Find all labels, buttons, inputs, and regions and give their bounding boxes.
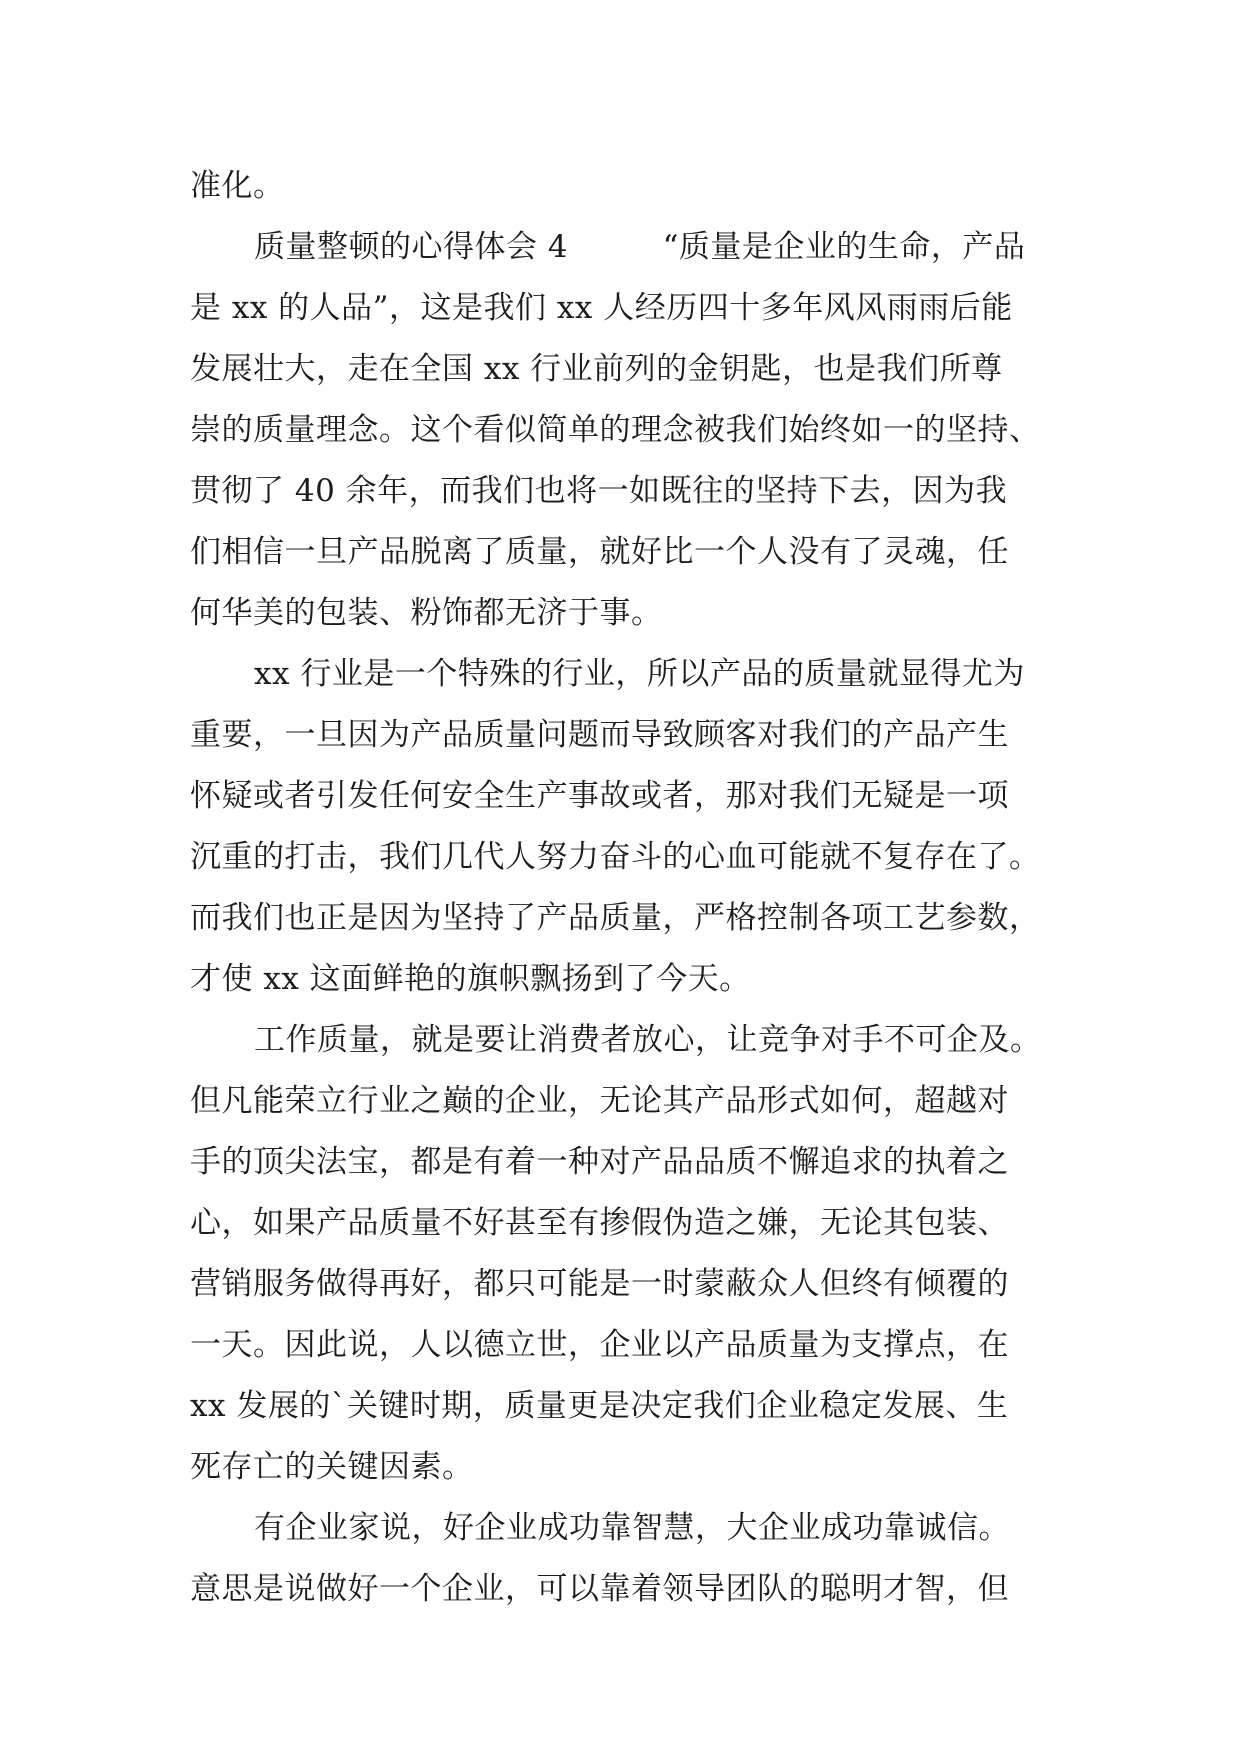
- text-line: 发展壮大，走在全国 xx 行业前列的金钥匙，也是我们所尊: [190, 351, 1003, 387]
- text-line: 工作质量，就是要让消费者放心，让竞争对手不可企及。: [254, 1022, 1042, 1058]
- text-line: 怀疑或者引发任何安全生产事故或者，那对我们无疑是一项: [190, 778, 1009, 814]
- text-line: 们相信一旦产品脱离了质量，就好比一个人没有了灵魂，任: [190, 534, 1009, 570]
- text-line: 而我们也正是因为坚持了产品质量，严格控制各项工艺参数，: [190, 900, 1041, 936]
- text-line: 准化。: [190, 168, 285, 204]
- text-line: 质量整顿的心得体会 4 “质量是企业的生命，产品: [254, 229, 1026, 265]
- text-line: 沉重的打击，我们几代人努力奋斗的心血可能就不复存在了。: [190, 839, 1041, 875]
- text-line: 一天。因此说，人以德立世，企业以产品质量为支撑点，在: [190, 1327, 1009, 1363]
- text-line: 死存亡的关键因素。: [190, 1449, 474, 1485]
- text-line: 手的顶尖法宝，都是有着一种对产品品质不懈追求的执着之: [190, 1144, 1009, 1180]
- text-line: 心，如果产品质量不好甚至有掺假伪造之嫌，无论其包装、: [190, 1205, 1009, 1241]
- text-line: 何华美的包装、粉饰都无济于事。: [190, 595, 663, 631]
- text-line: 意思是说做好一个企业，可以靠着领导团队的聪明才智，但: [190, 1571, 1009, 1607]
- text-line: 才使 xx 这面鲜艳的旗帜飘扬到了今天。: [190, 961, 751, 997]
- text-line: 重要，一旦因为产品质量问题而导致顾客对我们的产品产生: [190, 717, 1009, 753]
- document-body: [190, 156, 1052, 1620]
- text-line: 崇的质量理念。这个看似简单的理念被我们始终如一的坚持、: [190, 412, 1041, 448]
- text-line: 是 xx 的人品”，这是我们 xx 人经历四十多年风风雨雨后能: [190, 290, 1013, 326]
- text-line: 贯彻了 40 余年，而我们也将一如既往的坚持下去，因为我: [190, 473, 1008, 509]
- text-line: 但凡能荣立行业之巅的企业，无论其产品形式如何，超越对: [190, 1083, 1009, 1119]
- text-line: xx 行业是一个特殊的行业，所以产品的质量就显得尤为: [254, 656, 1025, 692]
- text-line: 营销服务做得再好，都只可能是一时蒙蔽众人但终有倾覆的: [190, 1266, 1009, 1302]
- text-line: xx 发展的`关键时期，质量更是决定我们企业稳定发展、生: [190, 1388, 1009, 1424]
- text-line: 有企业家说，好企业成功靠智慧，大企业成功靠诚信。: [254, 1510, 1010, 1546]
